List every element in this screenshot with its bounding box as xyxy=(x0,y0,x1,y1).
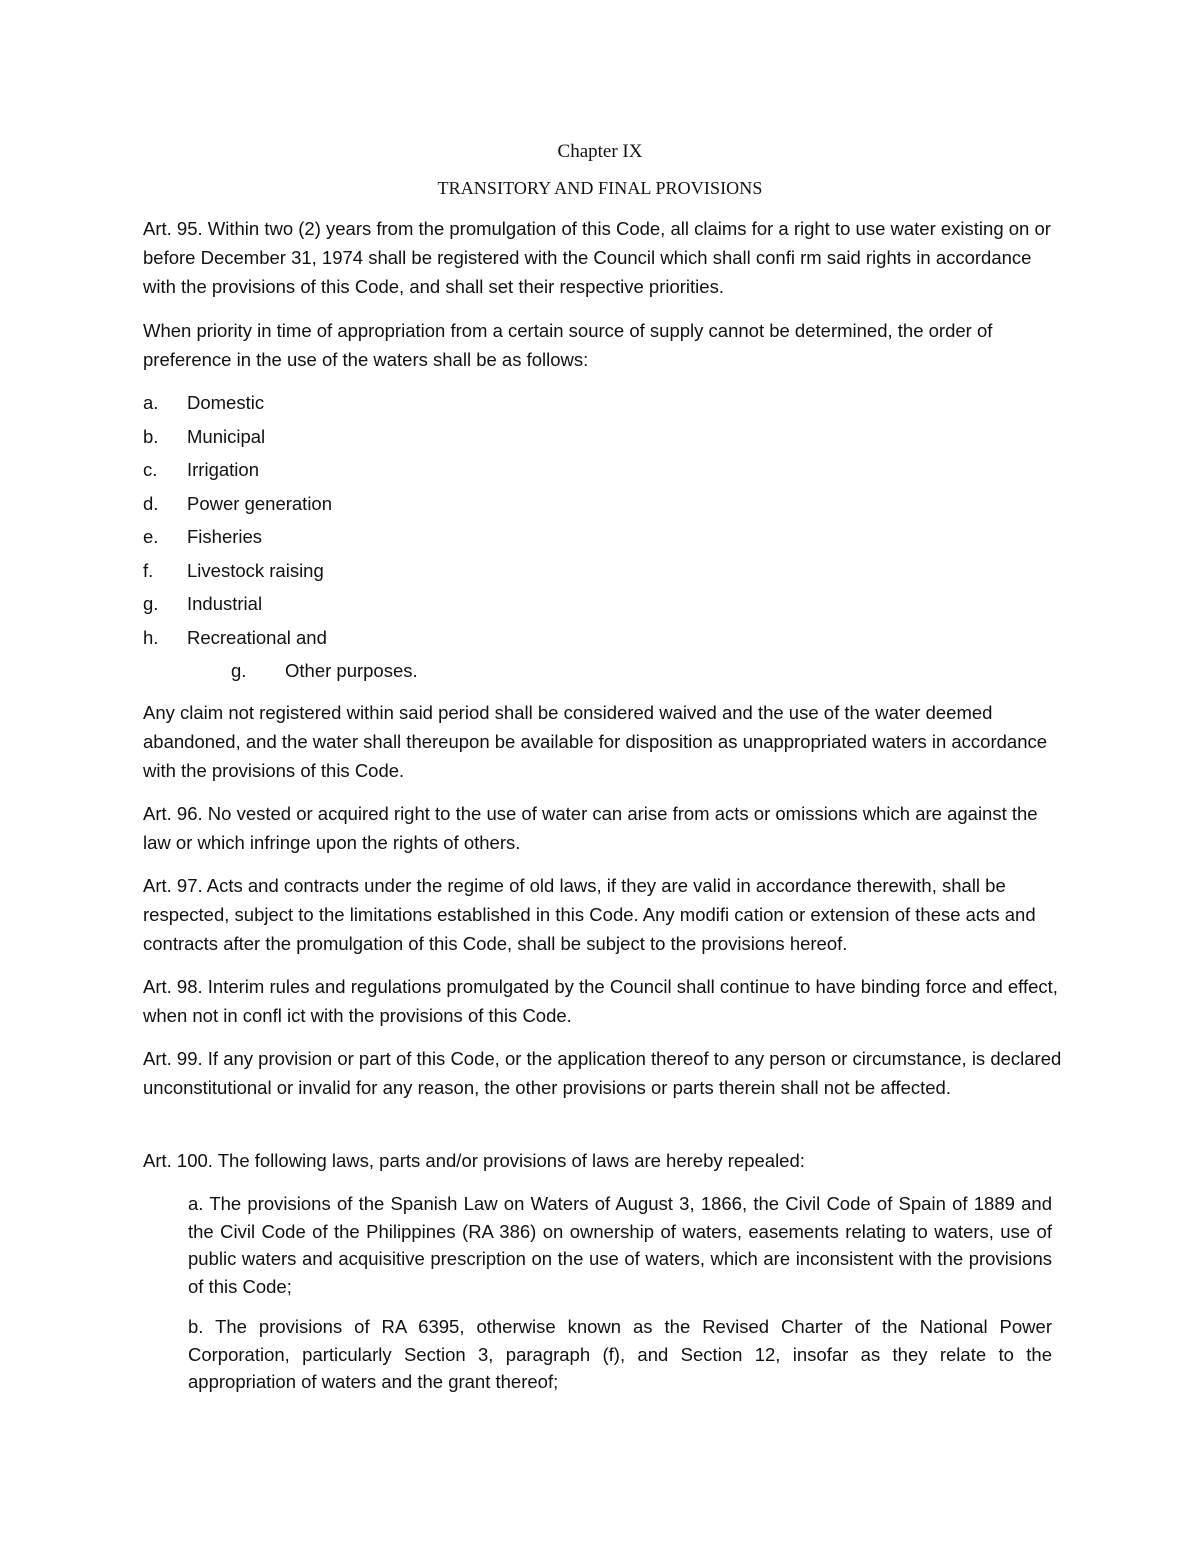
article-100-intro: Art. 100. The following laws, parts and/or provisions of laws are hereby repealed: xyxy=(143,1150,805,1171)
article-98: Art. 98. Interim rules and regulations promulgated by the Council shall continue to have binding force and effect, when not in conﬂ ict with the provisions of this Code. xyxy=(143,976,1058,1026)
article-99: Art. 99. If any provision or part of this Code, or the application thereof to any person or circumstance, is declared unconstitutional or invalid for any reason, the other provisions or parts therein shall not be affected. xyxy=(143,1048,1062,1098)
repeal-marker: a. xyxy=(188,1193,204,1214)
list-label: Irrigation xyxy=(187,459,259,480)
list-label: Industrial xyxy=(187,593,263,614)
repeal-text: The provisions of RA 6395, otherwise known as the Revised Charter of the National Power Corporation, particularly Section 3, paragraph (f), and Section 12, insofar as they relate to the appropriation of waters and the grant thereof; xyxy=(188,1316,1052,1392)
list-marker: d. xyxy=(143,492,159,514)
priority-intro: When priority in time of appropriation from a certain source of supply cannot be determined, the order of preference in the use of the waters shall be as follows: xyxy=(143,320,993,370)
list-item xyxy=(143,422,418,456)
list-marker: g. xyxy=(231,660,247,681)
article-97: Art. 97. Acts and contracts under the regime of old laws, if they are valid in accordance therewith, shall be respected, subject to the limitations established in this Code. Any modiﬁ cation or extension of these acts and contracts after the promulgation of this Code, shall be subject to the provisions hereof. xyxy=(143,875,1036,954)
repeal-marker: b. xyxy=(188,1316,204,1337)
list-marker: h. xyxy=(143,626,159,648)
list-item xyxy=(143,589,418,623)
list-marker: a. xyxy=(143,392,159,413)
list-marker: c. xyxy=(143,459,158,480)
waiver-paragraph: Any claim not registered within said period shall be considered waived and the use of the water deemed abandoned, and the water shall thereupon be available for disposition as unappropriated waters in accordance with the provisions of this Code. xyxy=(143,702,1048,781)
repeal-item-a xyxy=(188,1190,1052,1300)
list-label: Livestock raising xyxy=(187,559,324,581)
list-item xyxy=(143,522,418,556)
list-label: Municipal xyxy=(187,425,266,447)
list-item xyxy=(143,556,418,590)
section-title: TRANSITORY AND FINAL PROVISIONS xyxy=(437,178,763,198)
list-item xyxy=(143,489,418,523)
list-item xyxy=(143,455,418,489)
list-marker: f. xyxy=(143,559,154,581)
list-marker: e. xyxy=(143,526,159,547)
chapter-title: Chapter IX xyxy=(557,141,643,162)
list-label: Recreational and xyxy=(187,626,327,648)
list-label: Fisheries xyxy=(187,526,263,547)
preference-list xyxy=(143,388,418,690)
list-label: Domestic xyxy=(187,392,265,413)
list-label: Power generation xyxy=(187,492,333,514)
list-marker: g. xyxy=(143,593,159,614)
list-item xyxy=(143,623,418,657)
article-95: Art. 95. Within two (2) years from the promulgation of this Code, all claims for a right to use water existing on or before December 31, 1974 shall be registered with the Council which shall conﬁ rm said rights in accordance with the provisions of this Code, and shall set their respective priorities. xyxy=(143,218,1051,297)
repeal-text: The provisions of the Spanish Law on Waters of August 3, 1866, the Civil Code of Spain of 1889 and the Civil Code of the Philippines (RA 386) on ownership of waters, easements relating to waters, use of public waters and acquisitive prescription on the use of waters, which are inconsistent with the provisions of this Code; xyxy=(188,1193,1052,1297)
list-item xyxy=(143,656,418,690)
article-96: Art. 96. No vested or acquired right to the use of water can arise from acts or omissions which are against the law or which infringe upon the rights of others. xyxy=(143,803,1038,853)
list-marker: b. xyxy=(143,425,159,447)
list-item xyxy=(143,388,418,422)
list-label: Other purposes. xyxy=(285,660,418,681)
repeal-item-b xyxy=(188,1313,1052,1396)
